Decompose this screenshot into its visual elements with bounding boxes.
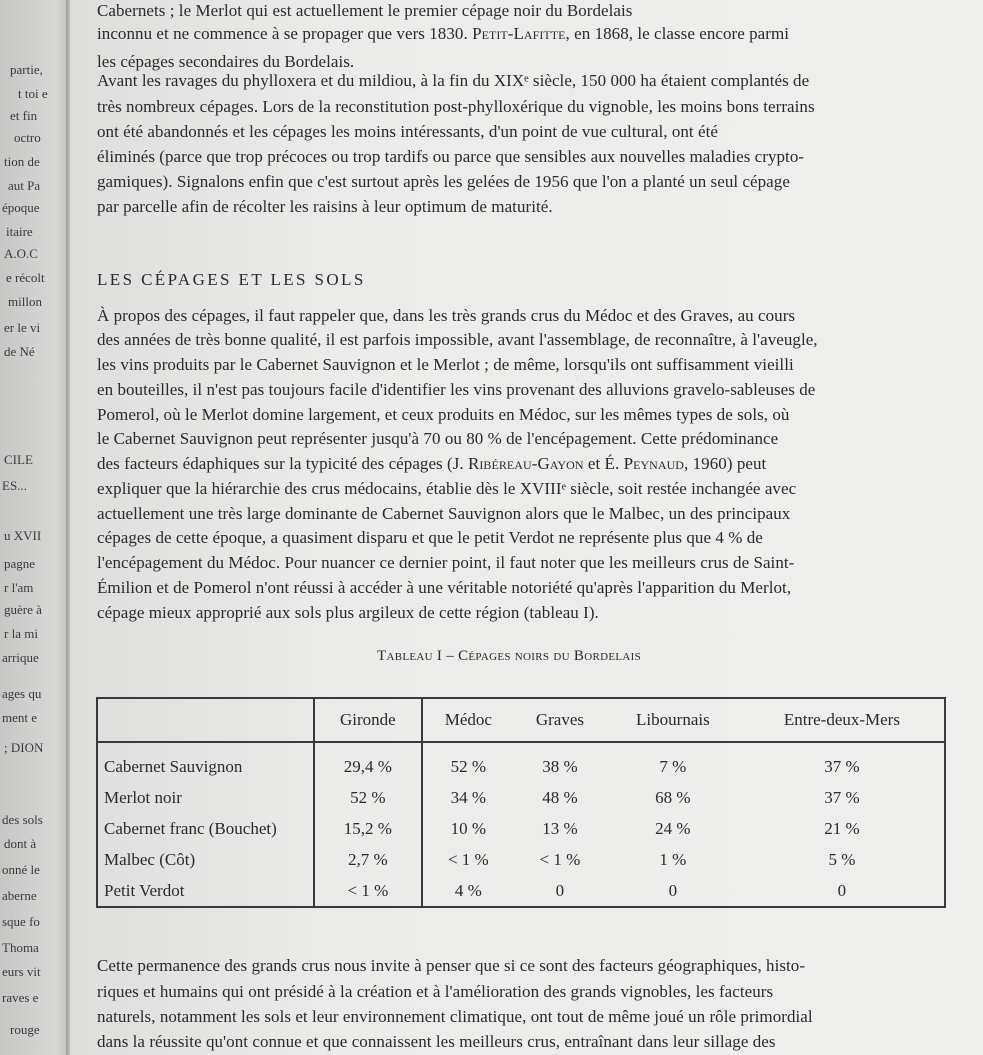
text-line: éliminés (parce que trop précoces ou trop tardifs ou parce que sensibles aux nouvelles maladies crypto- [97, 147, 805, 166]
table-cell: 37 % [824, 756, 860, 776]
column-header [97, 698, 314, 742]
row-label: Cabernet franc (Bouchet) [97, 813, 314, 844]
text-line: Avant les ravages du phylloxera et du mildiou, à la fin du XIXᵉ siècle, 150 000 ha étaient complantés de [97, 71, 810, 90]
margin-fragment: ; DION [4, 740, 44, 755]
table-row [97, 844, 945, 875]
margin-fragment: raves e [2, 990, 39, 1005]
table-cell: 10 % [450, 818, 487, 838]
text-line: des années de très bonne qualité, il est parfois impossible, avant l'assemblage, de reconnaître, à l'aveugle, [97, 330, 818, 349]
table-row [97, 875, 945, 907]
text-line: le Cabernet Sauvignon peut représenter jusqu'à 70 ou 80 % de l'encépagement. Cette prédominance [97, 429, 779, 448]
column-header: Entre-deux-Mers [740, 698, 945, 742]
table-header-row [97, 698, 945, 742]
table-cell: 21 % [824, 818, 860, 838]
margin-fragment: aberne [2, 888, 37, 903]
text-line: les vins produits par le Cabernet Sauvignon et le Merlot ; de même, lorsqu'ils ont suffisamment vieilli [97, 355, 794, 374]
table-caption: Tableau I – Cépages noirs du Bordelais [376, 648, 641, 664]
table-cell: 5 % [828, 849, 856, 869]
margin-fragment: u XVII [4, 528, 42, 543]
column-header: Graves [514, 698, 606, 742]
margin-fragment: rouge [10, 1022, 40, 1037]
margin-fragment: guère à [4, 602, 42, 617]
row-label: Malbec (Côt) [97, 844, 314, 875]
margin-fragment: ages qu [2, 686, 42, 701]
table-cell: 7 % [659, 756, 687, 776]
text-line: en bouteilles, il n'est pas toujours facile d'identifier les vins provenant des alluvions gravelo-sableuses de [97, 380, 816, 399]
margin-fragment: t toi e [18, 86, 48, 101]
table-cell: 24 % [655, 818, 691, 838]
text-line: cépages de cette époque, a quasiment disparu et que le petit Verdot ne représente plus que 4 % de [97, 528, 763, 547]
text-line: Cabernets ; le Merlot qui est actuellement le premier cépage noir du Bordelais [97, 1, 633, 20]
margin-fragment: partie, [10, 62, 43, 77]
table-cell: 2,7 % [314, 844, 422, 875]
table-cell: 0 [837, 880, 847, 900]
facing-page-margin [0, 0, 70, 1055]
text-line: Cette permanence des grands crus nous invite à penser que si ce sont des facteurs géographiques, histo- [97, 956, 806, 975]
table-cell: < 1 % [314, 875, 422, 907]
table-cell: 34 % [450, 787, 487, 807]
table-cell: 52 % [314, 782, 422, 813]
table-cell: < 1 % [539, 849, 581, 869]
margin-fragment: aut Pa [8, 178, 41, 193]
margin-fragment: e récolt [6, 270, 45, 285]
table-row [97, 742, 945, 782]
column-header: Gironde [314, 698, 422, 742]
text-line: des facteurs édaphiques sur la typicité des cépages (J. Ribéreau-Gayon et É. Peynaud, 1960) peut [97, 454, 767, 473]
margin-fragment: millon [8, 294, 42, 309]
table-cell: 48 % [542, 787, 578, 807]
margin-fragment: de Né [4, 344, 35, 359]
table-cell: 29,4 % [314, 742, 422, 782]
text-line: ont été abandonnés et les cépages les moins intéressants, d'un point de vue cultural, ont été [97, 122, 718, 141]
author-name: Peynaud [623, 454, 685, 473]
column-header: Libournais [606, 698, 740, 742]
section-heading: LES CÉPAGES ET LES SOLS [97, 270, 366, 289]
text-line: gamiques). Signalons enfin que c'est surtout après les gelées de 1956 que l'on a planté un seul cépage [97, 172, 790, 191]
margin-fragment: dont à [4, 836, 37, 851]
margin-fragment: et fin [10, 108, 38, 123]
text-line: très nombreux cépages. Lors de la reconstitution post-phylloxérique du vignoble, les moins bons terrains [97, 97, 815, 116]
text-line: inconnu et ne commence à se propager que vers 1830. Petit-Lafitte, en 1868, le classe encore parmi [97, 24, 790, 43]
text-line: expliquer que la hiérarchie des crus médocains, établie dès le XVIIIᵉ siècle, soit restée inchangée avec [97, 479, 797, 498]
margin-fragment: CILE [4, 452, 33, 467]
table-cell: 4 % [454, 880, 482, 900]
margin-fragment: itaire [6, 224, 33, 239]
table-cell: 1 % [659, 849, 687, 869]
margin-fragment: er le vi [4, 320, 41, 335]
table-cell: 13 % [542, 818, 578, 838]
table-row [97, 782, 945, 813]
margin-fragment: arrique [2, 650, 39, 665]
margin-fragment: pagne [4, 556, 36, 571]
margin-fragment: Thoma [2, 940, 39, 955]
table-cell: 0 [555, 880, 565, 900]
margin-fragment: octro [14, 130, 41, 145]
margin-fragment: tion de [4, 154, 40, 169]
text-line: Émilion et de Pomerol n'ont réussi à accéder à une véritable notoriété qu'après l'apparition du Merlot, [97, 578, 792, 597]
text-line: Pomerol, où le Merlot domine largement, et ceux produits en Médoc, sur les mêmes types de sols, où [97, 405, 790, 424]
grape-varieties-table [96, 697, 946, 908]
table-row [97, 813, 945, 844]
text-line: dans la réussite qu'ont connue et que connaissent les meilleurs crus, entraînant dans leur sillage des [97, 1032, 776, 1051]
text-line: cépage mieux approprié aux sols plus argileux de cette région (tableau I). [97, 603, 599, 622]
column-header: Médoc [422, 698, 514, 742]
text-line: l'encépagement du Médoc. Pour nuancer ce dernier point, il faut noter que les meilleurs crus de Saint- [97, 553, 795, 572]
table-cell: 38 % [542, 756, 578, 776]
margin-fragment: ES... [2, 478, 27, 493]
table-cell: 68 % [655, 787, 691, 807]
row-label: Petit Verdot [97, 875, 314, 907]
margin-fragment: sque fo [2, 914, 40, 929]
margin-fragment: époque [2, 200, 40, 215]
author-name: Ribéreau-Gayon [468, 454, 584, 473]
table-cell: 37 % [824, 787, 860, 807]
margin-fragment: ment e [2, 710, 38, 725]
table-cell: < 1 % [447, 849, 489, 869]
table-cell: 0 [668, 880, 678, 900]
margin-fragment: A.O.C [4, 246, 38, 261]
text-line: À propos des cépages, il faut rappeler que, dans les très grands crus du Médoc et des Graves, au cours [97, 306, 796, 325]
row-label: Cabernet Sauvignon [97, 742, 314, 782]
table-cell: 15,2 % [314, 813, 422, 844]
text-line: les cépages secondaires du Bordelais. [97, 52, 355, 71]
text-line: naturels, notamment les sols et leur environnement climatique, ont tout de même joué un rôle primordial [97, 1007, 813, 1026]
margin-fragment: onné le [2, 862, 40, 877]
text-line: par parcelle afin de récolter les raisins à leur optimum de maturité. [97, 197, 553, 216]
margin-fragment: r l'am [4, 580, 34, 595]
table-cell: 52 % [450, 756, 487, 776]
text-line: actuellement une très large dominante de Cabernet Sauvignon alors que le Malbec, un des principaux [97, 504, 791, 523]
author-name: Petit-Lafitte [472, 24, 566, 43]
row-label: Merlot noir [97, 782, 314, 813]
margin-fragment: r la mi [4, 626, 38, 641]
margin-fragment: eurs vit [2, 964, 41, 979]
margin-fragment: des sols [2, 812, 43, 827]
text-line: riques et humains qui ont présidé à la création et à l'amélioration des grands vignobles, les facteurs [97, 982, 774, 1001]
